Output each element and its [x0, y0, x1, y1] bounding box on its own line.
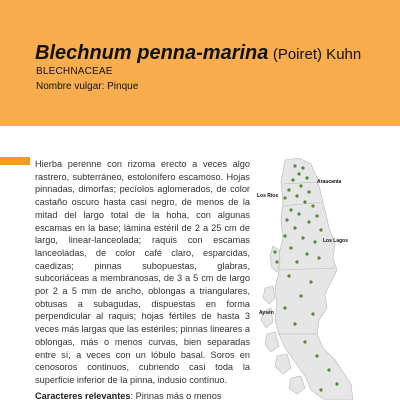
record-point	[289, 208, 292, 211]
species-description: Hierba perenne con rizoma erecto a veces algo rastrero, subterráneo, estolonífero escamoso. Hojas pinnadas, dimorfas; pecíolos aglomerados, de color castaño oscuro hasta casi negro, de menos de la mitad del largo total de la hoha, con algunas escamas en la base; lámina estéril de 2 a 25 cm de largo, linear-lanceolada; raquis con escamas lanceoladas, de color café claro, esparcidas, caedizas; pinnas subopuestas, glabras, subcoriáceas a membranosas, de 3 a 5 cm de largo por 2 a 5 mm de ancho, oblongas a triangulares, obtusas a subagudas, dispuestas en forma perpendicular al raquis; hojas fértiles de hasta 3 veces más largas que las estériles; pinnas lineares a oblongas, más o menos curvas, bien separadas entre sí, a veces con un lóbulo basal. Soros en cenosoros continuos, cubriendo casi toda la superficie inferior de la pinna, indusio contínuo.	[35, 159, 250, 385]
record-point	[319, 228, 322, 231]
relevant-characters-text: : Pinnas más o menos	[130, 391, 222, 401]
record-point	[293, 226, 296, 229]
record-point	[315, 214, 318, 217]
record-point	[289, 246, 292, 249]
record-point	[287, 188, 290, 191]
relevant-characters-label: Caracteres relevantes	[35, 391, 131, 401]
author-citation: (Poiret) Kuhn	[272, 46, 362, 63]
record-point	[307, 190, 310, 193]
record-point	[293, 164, 296, 167]
record-point	[291, 178, 294, 181]
region-label-los-rios: Los Ríos	[257, 193, 279, 199]
island-shape	[289, 376, 305, 394]
island-shape	[265, 332, 279, 352]
record-point	[335, 382, 338, 385]
record-point	[317, 256, 320, 259]
record-point	[319, 388, 322, 391]
record-point	[327, 368, 330, 371]
species-header	[0, 0, 400, 126]
record-point	[283, 234, 286, 237]
record-point	[297, 172, 300, 175]
relevant-characters	[35, 390, 250, 403]
section-accent-bar	[0, 157, 30, 165]
record-point	[287, 274, 290, 277]
record-point	[299, 184, 302, 187]
family-name: BLECHNACEAE	[36, 66, 113, 77]
record-point	[305, 252, 308, 255]
record-point	[313, 240, 316, 243]
record-point	[311, 204, 314, 207]
record-point	[285, 218, 288, 221]
island-shape	[263, 286, 275, 304]
record-point	[297, 212, 300, 215]
record-point	[309, 280, 312, 283]
region-label-los-lagos: Los Lagos	[323, 238, 349, 244]
record-point	[293, 322, 296, 325]
record-point	[299, 294, 302, 297]
record-point	[283, 196, 286, 199]
record-point	[275, 260, 278, 263]
record-point	[301, 236, 304, 239]
record-point	[273, 250, 276, 253]
island-shape	[275, 354, 291, 374]
record-point	[301, 166, 304, 169]
record-point	[305, 176, 308, 179]
record-point	[283, 306, 286, 309]
record-point	[315, 354, 318, 357]
distribution-map	[255, 158, 375, 400]
record-point	[303, 340, 306, 343]
record-point	[303, 200, 306, 203]
region-label-araucania: Araucanía	[317, 179, 342, 185]
island-shape	[270, 246, 280, 272]
record-point	[307, 220, 310, 223]
scientific-name: Blechnum penna-marina	[35, 42, 269, 64]
record-point	[311, 312, 314, 315]
region-label-aysen: Aysén	[259, 310, 274, 316]
record-point	[295, 260, 298, 263]
record-point	[295, 194, 298, 197]
species-title	[35, 41, 361, 67]
vernacular-name: Nombre vulgar: Pinque	[36, 81, 139, 92]
